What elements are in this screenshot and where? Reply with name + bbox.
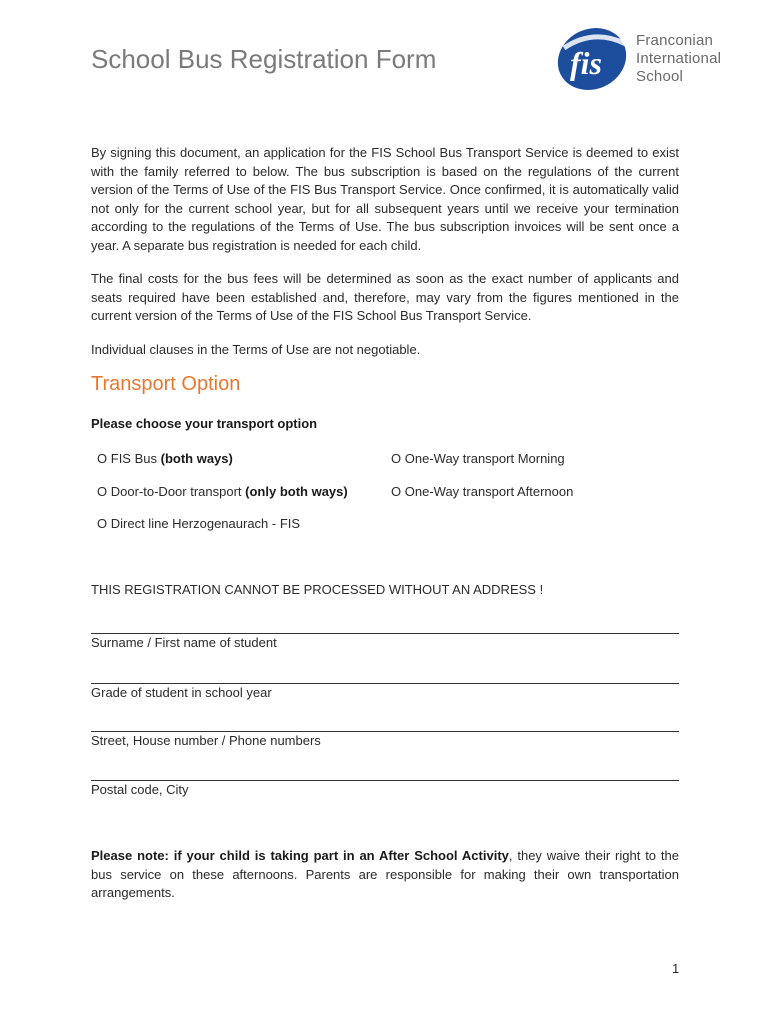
option-door-to-door[interactable] bbox=[97, 484, 348, 499]
logo-line: International bbox=[636, 50, 722, 67]
grade-label: Grade of student in school year bbox=[91, 685, 272, 700]
option-one-way-morning[interactable] bbox=[391, 451, 565, 466]
transport-heading: Transport Option bbox=[91, 373, 241, 395]
option-label: FIS Bus bbox=[110, 451, 157, 466]
street-input-line[interactable] bbox=[91, 731, 679, 732]
after-school-note bbox=[91, 847, 679, 903]
option-label: One-Way transport Afternoon bbox=[404, 484, 574, 499]
option-qualifier: (both ways) bbox=[160, 451, 233, 466]
postal-input-line[interactable] bbox=[91, 780, 679, 781]
student-name-input-line[interactable] bbox=[91, 633, 679, 634]
radio-marker[interactable]: O bbox=[391, 484, 402, 499]
option-label: One-Way transport Morning bbox=[404, 451, 565, 466]
page-title: School Bus Registration Form bbox=[91, 44, 437, 74]
radio-marker[interactable]: O bbox=[391, 451, 402, 466]
radio-marker[interactable]: O bbox=[97, 516, 108, 531]
option-fis-bus[interactable] bbox=[97, 451, 233, 466]
fis-logo-icon bbox=[554, 26, 634, 92]
logo-mark: fis bbox=[570, 45, 602, 81]
option-one-way-afternoon[interactable] bbox=[391, 484, 573, 499]
intro-paragraph-2: The final costs for the bus fees will be determined as soon as the exact number of applicants and seats required have been established and, therefore, may vary from the figures mentioned in the current version of the Terms of Use of the FIS School Bus Transport Service. bbox=[91, 271, 679, 323]
page-number: 1 bbox=[672, 961, 680, 976]
logo-wordmark bbox=[636, 32, 721, 86]
note-emphasis: : if your child is taking part in an After School Activity bbox=[164, 848, 509, 863]
address-warning: THIS REGISTRATION CANNOT BE PROCESSED WITHOUT AN ADDRESS ! bbox=[91, 582, 544, 597]
intro-paragraph-3: Individual clauses in the Terms of Use are not negotiable. bbox=[91, 342, 421, 357]
postal-label: Postal code, City bbox=[91, 782, 189, 797]
option-label: Direct line Herzogenaurach - FIS bbox=[110, 516, 301, 531]
grade-input-line[interactable] bbox=[91, 683, 679, 684]
note-lead: Please note bbox=[91, 848, 165, 863]
option-qualifier: (only both ways) bbox=[245, 484, 348, 499]
note-rest: , they waive their right to the bus service on these afternoons. Parents are responsible for making their own transportation arrangements. bbox=[91, 848, 679, 900]
student-name-label: Surname / First name of student bbox=[91, 635, 277, 650]
transport-prompt: Please choose your transport option bbox=[91, 416, 318, 431]
intro-paragraph-1: By signing this document, an application for the FIS School Bus Transport Service is deemed to exist with the family referred to below. The bus subscription is based on the regulations of the current version of the Terms of Use of the FIS Bus Transport Service. Once confirmed, it is automatically valid not only for the current school year, but for all subsequent years until we receive your termination according to the regulations of the Terms of Use. The bus subscription invoices will be sent once a year. A separate bus registration is needed for each child. bbox=[91, 145, 679, 253]
option-label: Door-to-Door transport bbox=[110, 484, 242, 499]
street-label: Street, House number / Phone numbers bbox=[91, 733, 321, 748]
radio-marker[interactable]: O bbox=[97, 484, 108, 499]
logo-line: School bbox=[636, 68, 684, 85]
radio-marker[interactable]: O bbox=[97, 451, 108, 466]
option-direct-line[interactable] bbox=[97, 516, 300, 531]
logo-line: Franconian bbox=[636, 32, 714, 49]
